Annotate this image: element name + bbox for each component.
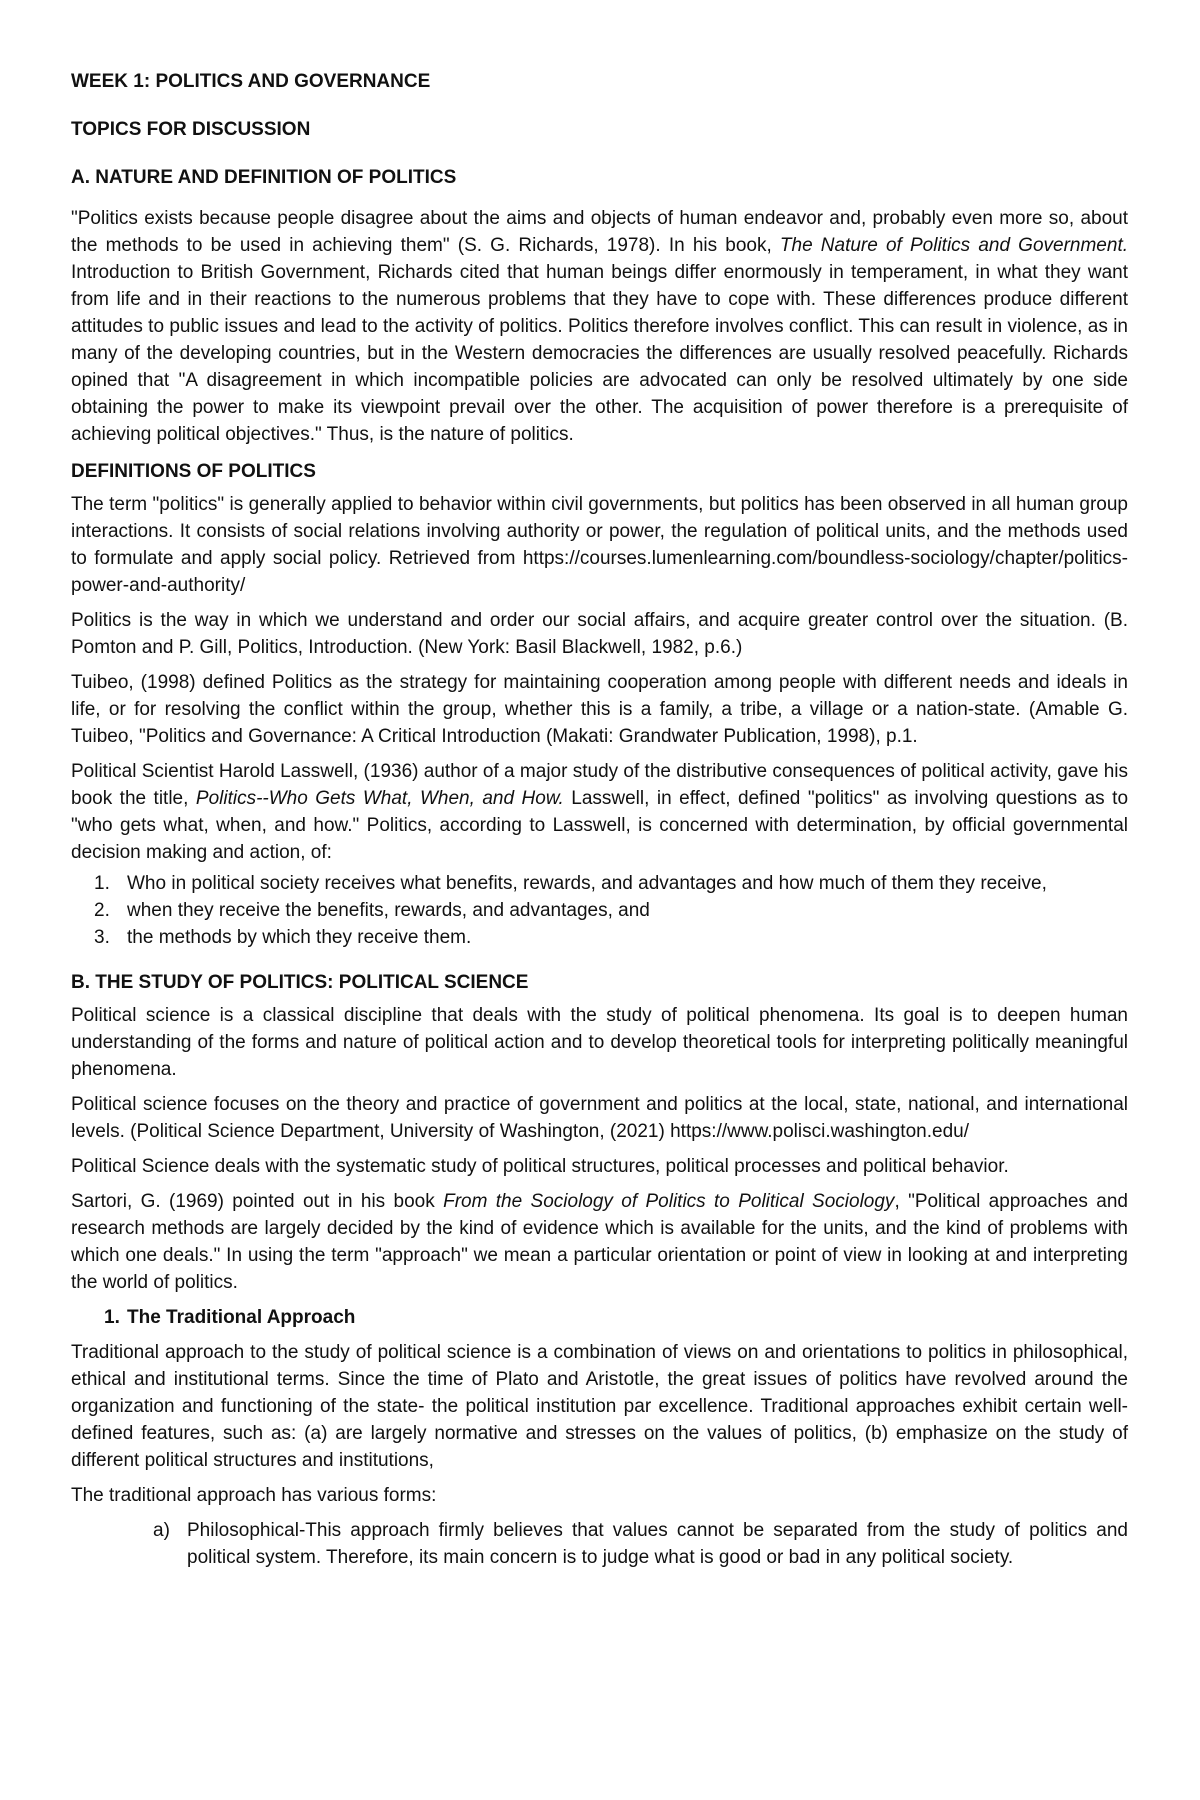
political-science-paragraph-3: Political Science deals with the systematic study of political structures, political processes and political behavior. [71,1156,1009,1177]
list-marker: a) [153,1520,170,1541]
definition-paragraph-3: Tuibeo, (1998) defined Politics as the strategy for maintaining cooperation among people with different needs and ideals in life, or for resolving the conflict within the group, whether this is a family, a tribe, a village or a nation-state. (Amable G. Tuibeo, "Politics and Governance: A Critical Introduction (Makati: Grandwater Publication, 1998), p.1. [71,672,1128,747]
definition-paragraph-1: The term "politics" is generally applied to behavior within civil governments, but politics has been observed in all human group interactions. It consists of social relations involving authority or power, the regulation of political units, and the methods used to formulate and apply social policy. Retrieved from https://courses.lumenlearning.com/boundless-sociology/chapter/politics-power-and-authority/ [71,494,1128,596]
list-text: when they receive the benefits, rewards, and advantages, and [127,900,650,921]
list-text: Philosophical-This approach firmly believes that values cannot be separated from the study of politics and political system. Therefore, its main concern is to judge what is good or bad in any political society. [187,1520,1128,1568]
lasswell-list [71,870,1128,951]
definition-paragraph-2: Politics is the way in which we understand and order our social affairs, and acquire greater control over the situation. (B. Pomton and P. Gill, Politics, Introduction. (New York: Basil Blackwell, 1982, p.6.) [71,610,1128,658]
nature-text-2: Introduction to British Government, Richards cited that human beings differ enormously in temperament, in what they want from life and in their reactions to the numerous problems that they have to cope with. These differences produce different attitudes to public issues and lead to the activity of politics. Politics therefore involves conflict. This can result in violence, as in many of the developing countries, but in the Western democracies the differences are usually resolved peacefully. Richards opined that "A disagreement in which incompatible policies are advocated can only be resolved ultimately by one side obtaining the power to make its viewpoint prevail over the other. The acquisition of power therefore is a prerequisite of achieving political objectives." Thus, is the nature of politics. [71,262,1128,445]
political-science-paragraph-1: Political science is a classical discipline that deals with the study of political phenomena. Its goal is to deepen human understanding of the forms and nature of political action and to develop theoretical tools for interpreting politically meaningful phenomena. [71,1005,1128,1080]
subheading-marker: 1. [104,1307,120,1328]
traditional-approach-paragraph: Traditional approach to the study of political science is a combination of views on and orientations to politics in philosophical, ethical and institutional terms. Since the time of Plato and Aristotle, the great issues of politics have revolved around the organization and functioning of the state- the political institution par excellence. Traditional approaches exhibit certain well-defined features, such as: (a) are largely normative and stresses on the values of politics, (b) emphasize on the study of different political structures and institutions, [71,1342,1128,1471]
section-b-heading: B. THE STUDY OF POLITICS: POLITICAL SCIENCE [71,972,529,993]
nature-paragraph [71,205,1128,448]
list-marker: 2. [94,900,110,921]
week-title: WEEK 1: POLITICS AND GOVERNANCE [71,71,431,92]
list-text: the methods by which they receive them. [127,927,472,948]
lasswell-text-2: Lasswell, in effect, defined "politics" as involving questions as to "who gets what, when, and how." Politics, according to Lasswell, is concerned with determination, by official governmental decision making and action, of: [71,788,1129,863]
list-item [153,1517,1128,1571]
lasswell-book-title: Politics--Who Gets What, When, and How. [195,788,564,809]
definitions-heading: DEFINITIONS OF POLITICS [71,461,316,482]
list-marker: 1. [94,873,110,894]
traditional-forms-intro: The traditional approach has various forms: [71,1485,437,1506]
list-marker: 3. [94,927,110,948]
list-text: Who in political society receives what benefits, rewards, and advantages and how much of them they receive, [127,873,1047,894]
traditional-forms-list [71,1517,1128,1571]
sartori-text-2: , "Political approaches and research methods are largely decided by the kind of evidence which is available for the units, and the kind of problems with which one deals." In using the term "approach" we mean a particular orientation or point of view in looking at and interpreting the world of politics. [71,1191,1128,1293]
lasswell-text-1: Political Scientist Harold Lasswell, (1936) author of a major study of the distributive consequences of political activity, gave his book the title, [71,761,1128,809]
section-a-heading: A. NATURE AND DEFINITION OF POLITICS [71,167,457,188]
sartori-book-title: From the Sociology of Politics to Political Sociology [443,1191,895,1212]
subheading-text: The Traditional Approach [127,1307,356,1328]
sartori-paragraph [71,1188,1128,1296]
traditional-approach-heading [71,1304,1128,1331]
nature-book-title: The Nature of Politics and Government. [779,235,1128,256]
list-item [94,924,1128,951]
definition-paragraph-4 [71,758,1128,866]
sartori-text-1: Sartori, G. (1969) pointed out in his book [71,1191,444,1212]
nature-text-1: "Politics exists because people disagree about the aims and objects of human endeavor and, probably even more so, about the methods to be used in achieving them" (S. G. Richards, 1978). In his book, [71,208,1128,256]
political-science-paragraph-2: Political science focuses on the theory and practice of government and politics at the local, state, national, and international levels. (Political Science Department, University of Washington, (2021) https://www.polisci.washington.edu/ [71,1094,1128,1142]
topics-heading: TOPICS FOR DISCUSSION [71,119,311,140]
list-item [94,870,1128,897]
list-item [94,897,1128,924]
